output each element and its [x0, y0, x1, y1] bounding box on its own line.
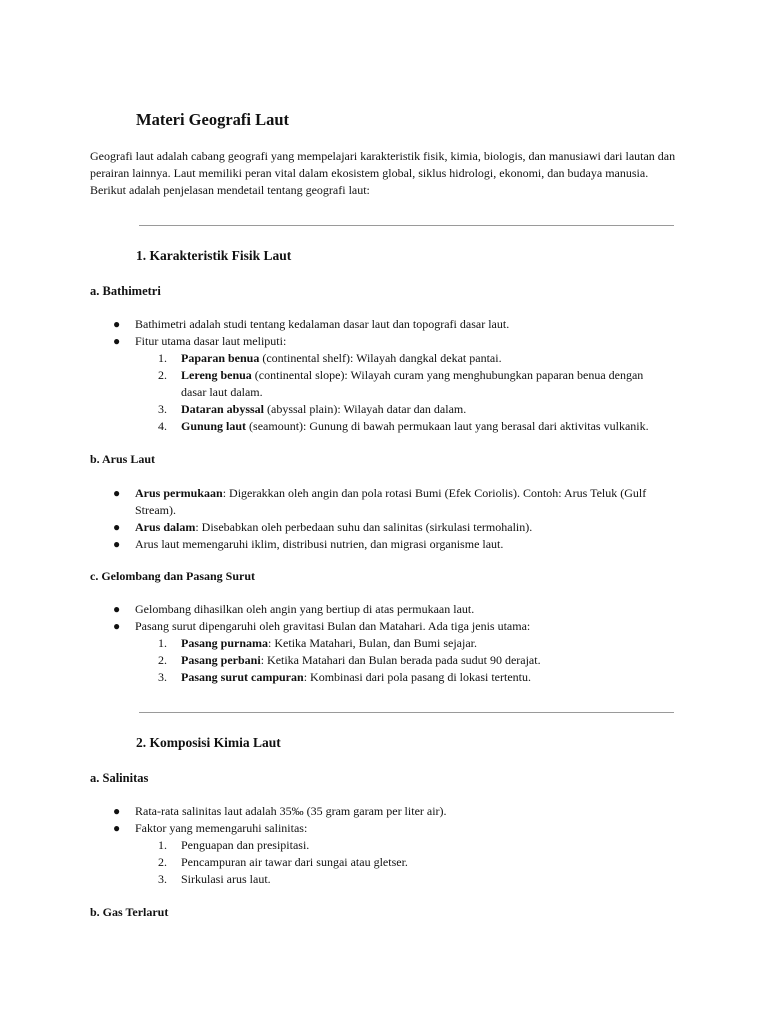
- list-item: ● Rata-rata salinitas laut adalah 35‰ (35 gram garam per liter air).: [113, 804, 447, 818]
- list-item: ● Arus permukaan: Digerakkan oleh angin dan pola rotasi Bumi (Efek Coriolis). Contoh: Arus Teluk (Gulf Stream).: [113, 486, 647, 517]
- numbered-list-tide-types: [0, 635, 768, 686]
- bullet-icon: ●: [113, 520, 121, 534]
- list-item: 3. Pasang surut campuran: Kombinasi dari pola pasang di lokasi tertentu.: [158, 670, 531, 684]
- list-item: 1. Pasang purnama: Ketika Matahari, Bulan, dan Bumi sejajar.: [158, 636, 477, 650]
- bullet-icon: ●: [113, 821, 121, 835]
- list-item: 3. Sirkulasi arus laut.: [158, 872, 271, 886]
- list-item: ● Pasang surut dipengaruhi oleh gravitasi Bulan dan Matahari. Ada tiga jenis utama:: [113, 619, 531, 633]
- list-item: 2. Lereng benua (continental slope): Wilayah curam yang menghubungkan paparan benua dengan dasar laut dalam.: [158, 368, 644, 399]
- bullet-icon: ●: [113, 619, 121, 633]
- numbered-list-salinity-factors: [0, 837, 768, 888]
- page-title: Materi Geografi Laut: [136, 110, 290, 129]
- list-item: ● Fitur utama dasar laut meliputi:: [113, 334, 287, 348]
- section-heading-1: 1. Karakteristik Fisik Laut: [136, 248, 292, 263]
- section-heading-2: 2. Komposisi Kimia Laut: [136, 735, 281, 750]
- bullet-icon: ●: [113, 602, 121, 616]
- bullet-icon: ●: [113, 486, 121, 500]
- list-item: 2. Pencampuran air tawar dari sungai atau gletser.: [158, 855, 408, 869]
- list-item: ● Arus dalam: Disebabkan oleh perbedaan suhu dan salinitas (sirkulasi termohalin).: [113, 520, 533, 534]
- subsection-heading-gelombang: c. Gelombang dan Pasang Surut: [90, 569, 256, 583]
- intro-paragraph: Geografi laut adalah cabang geografi yang mempelajari karakteristik fisik, kimia, biologis, dan manusiawi dari lautan dan perairan lainnya. Laut memiliki peran vital dalam ekosistem global, siklus hidrologi, ekonomi, dan budaya manusia. Berikut adalah penjelasan mendetail tentang geografi laut:: [90, 149, 676, 197]
- bullet-icon: ●: [113, 804, 121, 818]
- horizontal-rule: [139, 225, 674, 226]
- bullet-list-salinitas: [0, 803, 768, 837]
- subsection-heading-bathimetri: a. Bathimetri: [90, 284, 161, 298]
- subsection-heading-arus-laut: b. Arus Laut: [90, 452, 156, 466]
- bullet-list-gelombang: [0, 601, 768, 635]
- list-item: 2. Pasang perbani: Ketika Matahari dan Bulan berada pada sudut 90 derajat.: [158, 653, 541, 667]
- bullet-icon: ●: [113, 317, 121, 331]
- list-item: 3. Dataran abyssal (abyssal plain): Wilayah datar dan dalam.: [158, 402, 467, 416]
- list-item: 1. Paparan benua (continental shelf): Wilayah dangkal dekat pantai.: [158, 351, 502, 365]
- list-item: 1. Penguapan dan presipitasi.: [158, 838, 310, 852]
- list-item: ● Gelombang dihasilkan oleh angin yang bertiup di atas permukaan laut.: [113, 602, 475, 616]
- subsection-heading-gas-terlarut: b. Gas Terlarut: [90, 905, 169, 919]
- numbered-list-seafloor-features: [0, 350, 768, 435]
- horizontal-rule: [139, 712, 674, 713]
- subsection-heading-salinitas: a. Salinitas: [90, 771, 149, 785]
- list-item: ● Arus laut memengaruhi iklim, distribusi nutrien, dan migrasi organisme laut.: [113, 537, 504, 551]
- list-item: 4. Gunung laut (seamount): Gunung di bawah permukaan laut yang berasal dari aktivitas vulkanik.: [158, 419, 649, 433]
- bullet-list-arus-laut: [0, 485, 768, 553]
- bullet-icon: ●: [113, 537, 121, 551]
- list-item: ● Bathimetri adalah studi tentang kedalaman dasar laut dan topografi dasar laut.: [113, 317, 510, 331]
- bullet-list-bathimetri: [0, 316, 768, 350]
- list-item: ● Faktor yang memengaruhi salinitas:: [113, 821, 308, 835]
- bullet-icon: ●: [113, 334, 121, 348]
